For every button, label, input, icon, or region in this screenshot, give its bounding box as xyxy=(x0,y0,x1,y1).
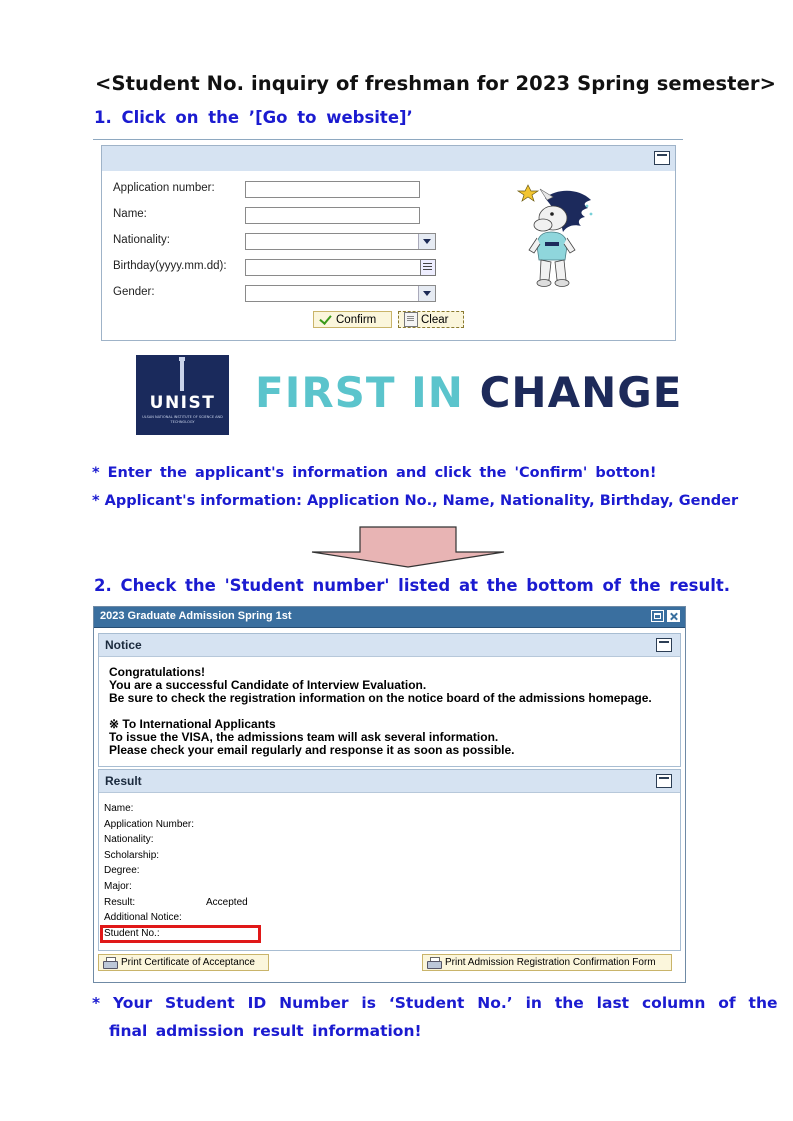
birthday-label: Birthday(yyyy.mm.dd): xyxy=(113,260,227,272)
maximize-icon[interactable] xyxy=(651,610,664,622)
form-header-bar xyxy=(102,146,675,171)
result-label-nationality: Nationality: xyxy=(104,834,154,845)
notice-line: Congratulations! xyxy=(109,665,205,679)
notice-line: Please check your email regularly and response it as soon as possible. xyxy=(109,743,515,757)
minimize-icon[interactable] xyxy=(656,638,672,652)
slogan-part-1: FIRST IN xyxy=(255,368,464,417)
notice-line: Be sure to check the registration information on the notice board of the admissions homepage. xyxy=(109,691,652,705)
result-title: Result xyxy=(105,774,142,788)
down-arrow-icon xyxy=(310,526,506,568)
step-1-title: 1. Click on the ’[Go to website]’ xyxy=(94,108,413,127)
minimize-icon[interactable] xyxy=(654,151,670,165)
window-title-bar xyxy=(94,607,685,628)
chevron-down-icon[interactable] xyxy=(418,234,435,249)
final-note-line-1: * Your Student ID Number is ‘Student No.’ in the last column of the xyxy=(92,994,778,1012)
unicorn-mascot-illustration xyxy=(507,180,617,298)
name-input[interactable] xyxy=(245,207,420,224)
result-panel xyxy=(98,769,681,951)
application-number-label: Application number: xyxy=(113,182,215,194)
print-registration-label: Print Admission Registration Confirmation Form xyxy=(445,957,656,968)
step-2-title: 2. Check the 'Student number' listed at the bottom of the result. xyxy=(94,576,731,595)
print-certificate-button[interactable] xyxy=(98,954,269,971)
result-label-degree: Degree: xyxy=(104,865,140,876)
result-label-additional-notice: Additional Notice: xyxy=(104,912,182,923)
close-icon[interactable] xyxy=(667,610,680,622)
unist-logo xyxy=(136,355,229,435)
result-label-scholarship: Scholarship: xyxy=(104,850,160,861)
instruction-note-1: * Enter the applicant's information and click the 'Confirm' botton! xyxy=(92,465,657,481)
nationality-label: Nationality: xyxy=(113,234,170,246)
notice-line: ※ To International Applicants xyxy=(109,717,276,731)
document-icon xyxy=(404,312,418,327)
calendar-icon[interactable] xyxy=(420,259,436,276)
clear-button-label: Clear xyxy=(421,313,449,326)
confirm-button-label: Confirm xyxy=(336,313,377,326)
result-value-result: Accepted xyxy=(206,897,248,908)
gender-select[interactable] xyxy=(245,285,436,302)
birthday-input[interactable] xyxy=(245,259,436,276)
page-heading: <Student No. inquiry of freshman for 2023 Spring semester> xyxy=(95,72,777,95)
result-label-result: Result: xyxy=(104,897,136,908)
nationality-select[interactable] xyxy=(245,233,436,250)
divider xyxy=(93,139,683,140)
checkmark-icon xyxy=(319,315,333,325)
result-label-application-number: Application Number: xyxy=(104,819,195,830)
notice-panel-header xyxy=(99,634,680,657)
notice-title: Notice xyxy=(105,638,142,652)
chevron-down-icon[interactable] xyxy=(418,286,435,301)
result-label-student-no: Student No.: xyxy=(104,928,160,939)
printer-icon xyxy=(103,957,117,968)
result-panel-header xyxy=(99,770,680,793)
logo-subtitle: ULSAN NATIONAL INSTITUTE OF SCIENCE AND TECHNOLOGY xyxy=(142,415,223,424)
minimize-icon[interactable] xyxy=(656,774,672,788)
notice-line: You are a successful Candidate of Interview Evaluation. xyxy=(109,678,427,692)
print-certificate-label: Print Certificate of Acceptance xyxy=(121,957,255,968)
application-number-input[interactable] xyxy=(245,181,420,198)
notice-line: To issue the VISA, the admissions team will ask several information. xyxy=(109,730,499,744)
name-label: Name: xyxy=(113,208,147,220)
confirm-button[interactable] xyxy=(313,311,392,328)
lookup-form xyxy=(101,145,676,341)
notice-panel xyxy=(98,633,681,767)
instruction-note-2: * Applicant's information: Application No., Name, Nationality, Birthday, Gender xyxy=(92,493,739,509)
result-window xyxy=(93,606,686,983)
window-title: 2023 Graduate Admission Spring 1st xyxy=(100,610,292,622)
slogan-part-2: CHANGE xyxy=(479,368,683,417)
gender-label: Gender: xyxy=(113,286,155,298)
print-registration-button[interactable] xyxy=(422,954,672,971)
logo-text: UNIST xyxy=(149,393,216,413)
final-note-line-2: final admission result information! xyxy=(109,1022,422,1040)
slogan-banner xyxy=(255,368,682,417)
student-no-highlight xyxy=(100,925,261,943)
clear-button[interactable] xyxy=(398,311,464,328)
result-label-name: Name: xyxy=(104,803,134,814)
printer-icon xyxy=(427,957,441,968)
result-label-major: Major: xyxy=(104,881,132,892)
